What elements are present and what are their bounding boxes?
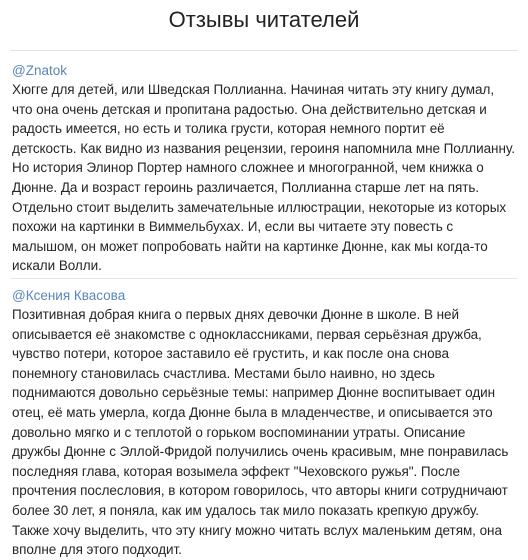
review-divider <box>10 278 518 279</box>
review-card <box>12 286 518 560</box>
title-divider <box>10 50 518 51</box>
review-text: Хюгге для детей, или Шведская Поллианна. Начиная читать эту книгу думал, что она очень детская и пропитана радостью. Она действительно детская и радость имеется, но есть и толика грусти, которая немного портит её детскость. Как видно из названия рецензии, героиня напомнила мне Поллианну. Но история Элинор Портер намного сложнее и многогранной, чем книжка о Дюнне. Да и возраст героинь различается, Поллианна старше лет на пять. Отдельно стоит выделить замечательные иллюстрации, некоторые из которых похожи на картинки в Виммельбухах. И, если вы читаете эту повесть с малышом, он может попробовать найти на картинке Дюнне, как мы когда-то искали Волли. <box>12 82 515 274</box>
page-title: Отзывы читателей <box>168 7 360 32</box>
review-card <box>12 61 518 276</box>
review-author-link[interactable]: @Znatok <box>12 63 67 78</box>
review-text: Позитивная добрая книга о первых днях девочки Дюнне в школе. В ней описывается её знакомстве с одноклассниками, первая серьёзная дружба, чувство потери, которое заставило её грустить, и как после она снова понемногу становилась счастлива. Местами было наивно, но здесь поднимаются довольно серьёзные темы: например Дюнне воспитывает один отец, её мать умерла, когда Дюнне была в младенчестве, и описывается это довольно мягко и с теплотой о горьком воспоминании утраты. Описание дружбы Дюнне с Эллой-Фридой получились очень красивым, мне понравилась последняя глава, которая возымела эффект "Чеховского ружья". После прочтения послесловия, в котором говорилось, что авторы книги сотрудничают более 30 лет, я поняла, как им удалось так мило показать крепкую дружбу. Также хочу выделить, что эту книгу можно читать вслух маленьким детям, она вполне для этого подходит. <box>12 307 509 558</box>
review-author-link[interactable]: @Ксения Квасова <box>12 288 126 303</box>
